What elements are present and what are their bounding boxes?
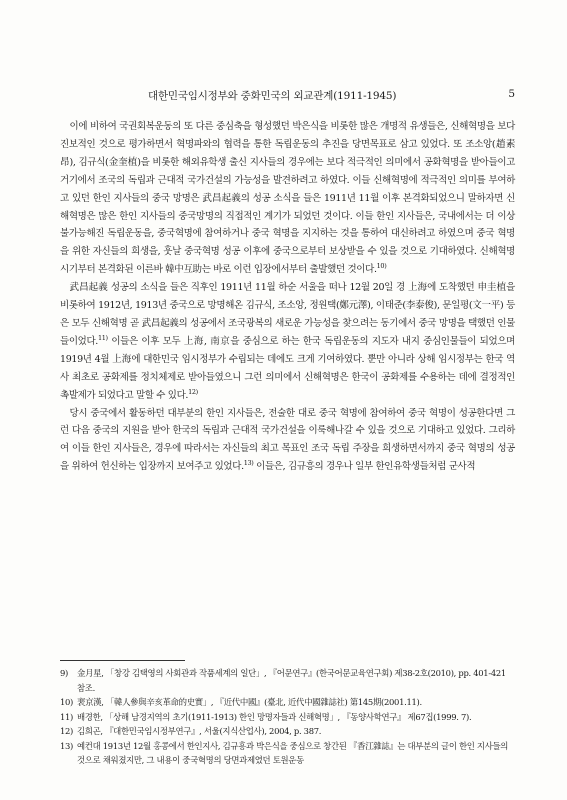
footnote-divider xyxy=(60,660,185,661)
footnote-text: 金月星, 「창강 김택영의 사회관과 작품세계의 일단」, 『어문연구』(한국어문교육연구회) 제38-2호(2010), pp. 401-421 참조. xyxy=(77,668,506,693)
footnote xyxy=(60,739,515,768)
page-number: 5 xyxy=(508,88,515,100)
footnote xyxy=(60,695,515,710)
body-text xyxy=(60,118,515,476)
footnote xyxy=(60,724,515,739)
footnote-number: 13) xyxy=(60,740,74,751)
paragraph xyxy=(60,118,515,279)
paragraph xyxy=(60,405,515,477)
paragraph-text: 이들은, 김규흥의 경우나 일부 한인유학생들처럼 군사적 xyxy=(253,461,476,473)
footnote-ref: 13) xyxy=(243,459,254,468)
running-title: 대한민국임시정부와 중화민국의 외교관계(1911-1945) xyxy=(148,90,397,102)
paragraph-text: 당시 중국에서 활동하던 대부분의 한인 지사들은, 전술한 대로 중국 혁명에 참여하여 중국 혁명이 성공한다면 그런 다음 중국의 지원을 받아 한국의 독립과 근대적 국가건설을 이룩해나갈 수 있을 것으로 기대하고 있었다. 그리하여 이들 한인 지사들은, 경우에 따라서는 자신들의 최고 목표인 조국 독립 주장을 희생하면서까지 중국 혁명의 성공을 위하여 헌신하는 입장까지 보여주고 있었다. xyxy=(60,407,515,473)
footnote-text: 예컨대 1913년 12월 홍콩에서 한인지사, 김규흥과 박은식을 중심으로 창간된 『香江雜誌』는 대부분의 글이 한인 지사들의 것으로 채워졌지만, 그 내용이 중국혁명의 당면과제였던 토원운동 xyxy=(77,740,509,765)
paragraph-text: 이에 비하여 국권회복운동의 또 다른 중심축을 형성했던 박은식을 비롯한 많은 개명적 유생들은, 신해혁명을 보다 진보적인 것으로 평가하면서 혁명파와의 협력을 통한 독립운동의 추진을 당면목표로 삼고 있었다. 또 조소앙(趙素昂), 김규식(金奎植)을 비롯한 해외유학생 출신 지사들의 경우에는 보다 적극적인 의미에서 공화혁명을 받아들이고 거기에서 조국의 독립과 근대적 국가건설의 가능성을 발견하려고 하였다. 이들 신해혁명에 적극적인 의미를 부여하고 있던 한인 지사들의 중국 망명은 武昌起義의 성공 소식을 들은 1911년 11월 이후 본격화되었으니 말하자면 신해혁명은 많은 한인 지사들의 중국망명의 직접적인 계기가 되었던 것이다. 이들 한인 지사들은, 국내에서는 더 이상 불가능해진 독립운동을, 중국혁명에 참여하거나 중국 혁명을 지지하는 것을 통하여 대신하려고 하였으며 중국 혁명을 위한 자신들의 희생을, 훗날 중국혁명 성공 이후에 중국으로부터 보상받을 수 있을 것으로 기대하였다. 신해혁명 시기부터 본격화된 이른바 韓中互助는 바로 이런 입장에서부터 출발했던 것이다. xyxy=(60,121,515,276)
footnote-text: 裵京漢, 「韓人參與辛亥革命的史實」, 『近代中國』(臺北, 近代中國雜誌社) 第145期(2001.11). xyxy=(77,697,422,707)
footnote-number: 10) xyxy=(60,697,74,707)
footnote xyxy=(60,710,515,725)
paragraph xyxy=(60,279,515,404)
footnote-ref: 11) xyxy=(97,333,108,342)
footnote-number: 11) xyxy=(60,711,74,722)
footnote-ref: 12) xyxy=(188,387,198,396)
footnotes xyxy=(60,666,515,768)
running-header xyxy=(60,88,515,104)
footnote-ref: 10) xyxy=(376,262,387,271)
footnote-text: 김희곤, 『대한민국임시정부연구』, 서울(지식산업사), 2004, p. 387. xyxy=(77,726,322,736)
paragraph-text: 이들은 이후 모두 上海, 南京을 중심으로 하는 한국 독립운동의 지도자 내지 중심인물들이 되었으며 1919년 4월 上海에 대한민국 임시정부가 수립되는 데에도 크게 기여하였다. 뿐만 아니라 상해 임시정부는 한국 역사 최초로 공화제를 정치체제로 받아들였으니 그런 의미에서 신해혁명은 한국이 공화제를 수용하는 데에 결정적인 촉발제가 되었다고 말할 수 있다. xyxy=(60,335,515,401)
footnote xyxy=(60,666,515,695)
footnote-text: 배경한, 「상해 남경지역의 초기(1911-1913) 한인 망명자들과 신해혁명」, 『동양사학연구』 제67집(1999. 7). xyxy=(77,711,472,722)
footnote-number: 12) xyxy=(60,726,74,736)
footnote-number: 9) xyxy=(60,668,68,678)
paragraph-text: 武昌起義 성공의 소식을 들은 직후인 1911년 11월 하순 서울을 떠나 12월 20일 경 上海에 도착했던 申圭植을 비롯하여 1912년, 1913년 중국으로 망명해온 김규식, 조소앙, 정원택(鄭元澤), 이태준(李泰俊), 문일평(文一平) 등은 모두 신해혁명 곧 武昌起義의 성공에서 조국광복의 새로운 가능성을 찾으려는 동기에서 중국 망명을 택했던 인물들이었다. xyxy=(60,282,515,347)
